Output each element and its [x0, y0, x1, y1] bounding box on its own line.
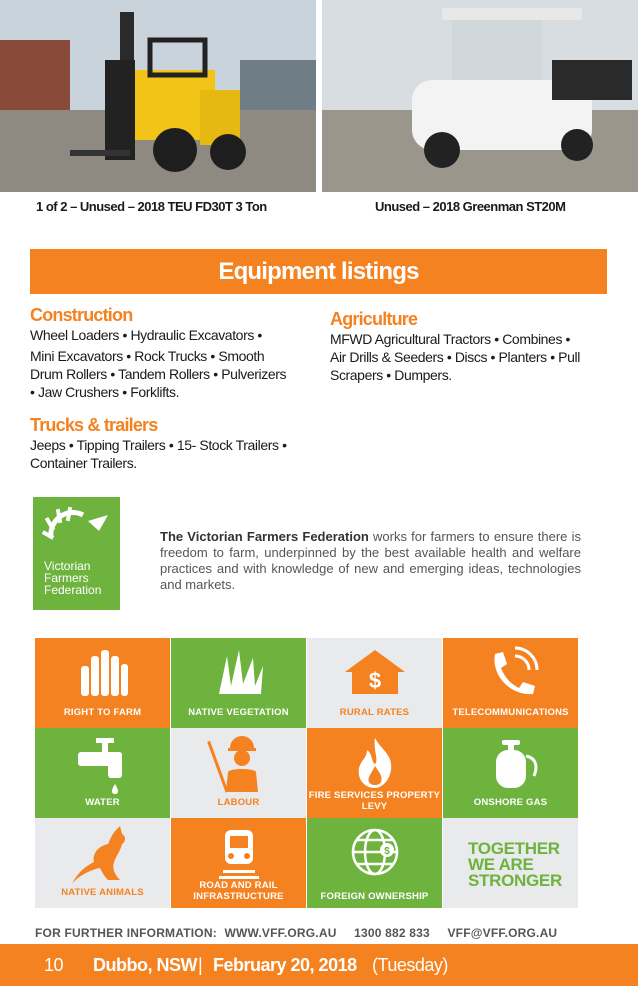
- trucks-line: Jeeps • Tipping Trailers • 15- Stock Trailers •: [30, 437, 287, 453]
- left-photo-caption: 1 of 2 – Unused – 2018 TEU FD30T 3 Ton: [36, 199, 267, 214]
- contact-email[interactable]: VFF@VFF.ORG.AU: [447, 926, 558, 940]
- contact-line: [35, 926, 557, 940]
- grass-icon: [209, 646, 269, 696]
- tap-icon: [68, 736, 138, 796]
- phone-icon: [481, 646, 541, 701]
- construction-line: Drum Rollers • Tandem Rollers • Pulverizers: [30, 366, 287, 382]
- vff-logo: [33, 497, 120, 610]
- footer-location: Dubbo, NSW: [93, 955, 197, 975]
- footer-day: (Tuesday): [372, 955, 448, 975]
- contact-label: FOR FURTHER INFORMATION:: [35, 926, 217, 940]
- worker-icon: [204, 736, 274, 796]
- tile-label: FIRE SERVICES PROPERTY LEVY: [308, 790, 441, 812]
- page-footer: [0, 944, 638, 986]
- vff-logo-line: Federation: [44, 583, 102, 597]
- kangaroo-icon: [68, 826, 138, 886]
- tile-rural-rates: [307, 638, 442, 728]
- svg-text:$: $: [383, 846, 390, 857]
- tile-labour: [171, 728, 306, 818]
- forklift-photo: [0, 0, 316, 192]
- hands-icon: [73, 646, 133, 701]
- svg-text:$: $: [368, 668, 381, 693]
- flame-icon: [345, 736, 405, 791]
- vff-sun-icon: [33, 497, 120, 559]
- slogan-line: TOGETHER: [468, 839, 560, 858]
- tile-label: ROAD AND RAIL INFRASTRUCTURE: [193, 880, 284, 902]
- footer-separator: |: [198, 955, 203, 975]
- train-icon: [209, 826, 269, 881]
- agriculture-line: MFWD Agricultural Tractors • Combines •: [330, 331, 571, 347]
- right-photo-caption: Unused – 2018 Greenman ST20M: [375, 199, 566, 214]
- construction-body: [30, 326, 320, 401]
- trucks-line: Container Trailers.: [30, 455, 137, 471]
- slogan-line: WE ARE: [468, 855, 534, 874]
- contact-phone[interactable]: 1300 882 833: [354, 926, 430, 940]
- construction-line: Mini Excavators • Rock Trucks • Smooth: [30, 348, 265, 364]
- tile-onshore-gas: [443, 728, 578, 818]
- agriculture-line: Scrapers • Dumpers.: [330, 367, 452, 383]
- construction-line: • Jaw Crushers • Forklifts.: [30, 384, 180, 400]
- construction-heading: Construction: [30, 305, 133, 325]
- tile-fire-services: [307, 728, 442, 818]
- vff-intro-bold: The Victorian Farmers Federation: [160, 529, 369, 544]
- tile-label: TELECOMMUNICATIONS: [452, 707, 569, 718]
- golf-cart-photo: [322, 0, 638, 192]
- house-dollar-icon: [340, 646, 410, 696]
- tile-label: ONSHORE GAS: [473, 797, 548, 808]
- equipment-listings-banner: Equipment listings: [30, 249, 607, 294]
- globe-dollar-icon: [345, 826, 405, 881]
- agriculture-body: [330, 330, 620, 384]
- trucks-body: [30, 436, 320, 472]
- vff-intro: [160, 529, 581, 593]
- gas-bottle-icon: [476, 736, 546, 791]
- tile-label: FOREIGN OWNERSHIP: [320, 891, 429, 902]
- tile-label: LABOUR: [217, 797, 260, 808]
- page-number: 10: [44, 955, 64, 975]
- tile-label: NATIVE VEGETATION: [188, 707, 289, 718]
- tile-native-animals: [35, 818, 170, 908]
- vff-intro-rest: works for farmers to ensure there is freedom to farm, underpinned by the best available health and welfare practices and with knowledge of new and emerging ideas, technologies and markets.: [160, 529, 581, 592]
- tile-road-rail: [171, 818, 306, 908]
- tile-label: WATER: [85, 797, 120, 808]
- tile-right-to-farm: [35, 638, 170, 728]
- vff-logo-line: Victorian: [44, 559, 91, 573]
- agriculture-line: Air Drills & Seeders • Discs • Planters • Pull: [330, 349, 580, 365]
- tile-native-vegetation: [171, 638, 306, 728]
- tile-label: RIGHT TO FARM: [63, 707, 142, 718]
- vff-logo-line: Farmers: [44, 571, 89, 585]
- slogan: [468, 841, 562, 889]
- construction-line: Wheel Loaders • Hydraulic Excavators •: [30, 327, 262, 343]
- tile-water: [35, 728, 170, 818]
- trucks-heading: Trucks & trailers: [30, 415, 158, 435]
- tile-foreign-ownership: [307, 818, 442, 908]
- agriculture-heading: Agriculture: [330, 309, 418, 329]
- tile-label: NATIVE ANIMALS: [61, 887, 144, 898]
- tile-telecommunications: [443, 638, 578, 728]
- tile-label: RURAL RATES: [339, 707, 410, 718]
- contact-website[interactable]: WWW.VFF.ORG.AU: [224, 926, 337, 940]
- slogan-line: STRONGER: [468, 871, 562, 890]
- footer-date: February 20, 2018: [213, 955, 357, 975]
